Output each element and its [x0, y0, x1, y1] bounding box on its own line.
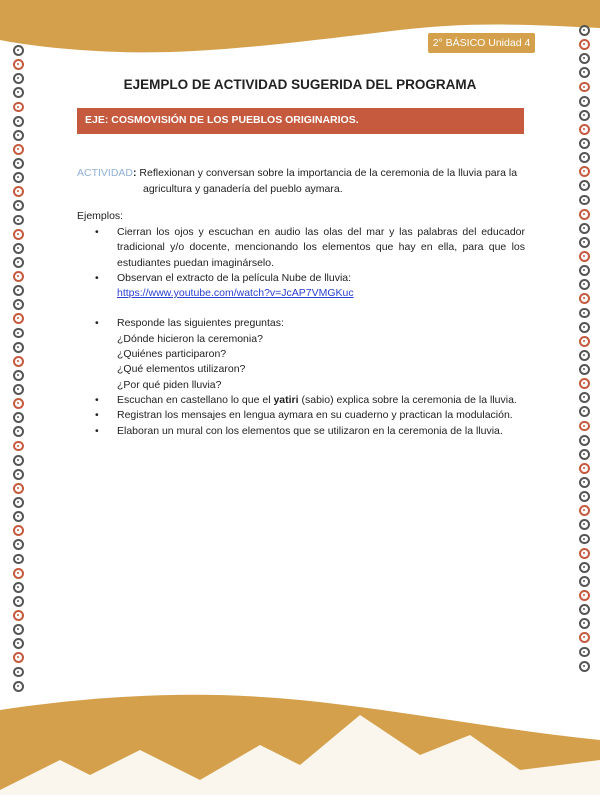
ornament-ring-icon [579, 618, 590, 629]
list-item-text: Escuchan en castellano lo que el [117, 393, 274, 406]
ornament-ring-icon [579, 124, 590, 135]
ornament-ring-icon [579, 308, 590, 319]
ornament-ring-icon [579, 322, 590, 333]
ornament-ring-icon [13, 539, 24, 550]
ornament-ring-icon [13, 102, 24, 113]
ornament-ring-icon [579, 632, 590, 643]
ornament-ring-icon [13, 215, 24, 226]
ornament-ring-icon [579, 152, 590, 163]
ornament-ring-icon [13, 257, 24, 268]
ornament-ring-icon [579, 421, 590, 432]
ornament-ring-icon [579, 293, 590, 304]
ornament-ring-icon [13, 116, 24, 127]
ornament-ring-icon [13, 525, 24, 536]
question: ¿Dónde hicieron la ceremonia? [117, 332, 263, 345]
question: ¿Por qué piden lluvia? [117, 378, 222, 391]
ornament-ring-icon [579, 604, 590, 615]
ornament-ring-icon [579, 96, 590, 107]
ornament-ring-icon [13, 144, 24, 155]
ornament-ring-icon [579, 195, 590, 206]
ornament-ring-icon [579, 279, 590, 290]
youtube-link[interactable]: https://www.youtube.com/watch?v=JcAP7VMGKuc [117, 287, 354, 300]
ornament-ring-icon [579, 463, 590, 474]
ornament-ring-icon [13, 455, 24, 466]
activity-line2: agricultura y ganadería del pueblo aymara. [143, 182, 343, 195]
ornament-ring-icon [13, 624, 24, 635]
ornament-ring-icon [13, 667, 24, 678]
list-item [117, 316, 525, 392]
ornament-ring-icon [13, 172, 24, 183]
ornament-ring-icon [579, 209, 590, 220]
ornament-ring-icon [579, 576, 590, 587]
ornament-ring-icon [579, 491, 590, 502]
ornament-ring-icon [579, 251, 590, 262]
landscape-footer-illustration [0, 690, 600, 800]
ornament-ring-icon [13, 299, 24, 310]
ornament-ring-icon [13, 652, 24, 663]
ornament-ring-icon [13, 426, 24, 437]
ornament-ring-icon [13, 186, 24, 197]
ornament-ring-icon [579, 534, 590, 545]
activity-description [77, 166, 524, 197]
ornament-ring-icon [13, 271, 24, 282]
ornament-ring-icon [13, 638, 24, 649]
list-item-text: (sabio) explica sobre la ceremonia de la lluvia. [298, 393, 517, 406]
ornament-ring-icon [13, 356, 24, 367]
ornament-ring-icon [579, 477, 590, 488]
eje-banner: EJE: COSMOVISIÓN DE LOS PUEBLOS ORIGINARIOS. [77, 108, 524, 134]
left-ornament-border [11, 45, 25, 695]
ornament-ring-icon [13, 483, 24, 494]
list-item [117, 271, 525, 302]
list-item-text: Observan el extracto de la película Nube de lluvia: [117, 271, 352, 284]
spacer [117, 301, 525, 316]
ornament-ring-icon [579, 138, 590, 149]
ornament-ring-icon [579, 166, 590, 177]
ornament-ring-icon [13, 243, 24, 254]
ornament-ring-icon [579, 180, 590, 191]
ornament-ring-icon [13, 412, 24, 423]
ornament-ring-icon [579, 364, 590, 375]
ornament-ring-icon [579, 350, 590, 361]
ornament-ring-icon [13, 497, 24, 508]
grade-unit-badge: 2° BÁSICO Unidad 4 [428, 33, 535, 53]
ornament-ring-icon [579, 435, 590, 446]
ornament-ring-icon [579, 53, 590, 64]
ornament-ring-icon [579, 378, 590, 389]
ornament-ring-icon [579, 336, 590, 347]
ornament-ring-icon [579, 449, 590, 460]
ornament-ring-icon [13, 328, 24, 339]
ornament-ring-icon [579, 548, 590, 559]
ornament-ring-icon [579, 237, 590, 248]
ornament-ring-icon [13, 229, 24, 240]
ornament-ring-icon [579, 39, 590, 50]
list-item-text: Responde las siguientes preguntas: [117, 317, 284, 330]
right-ornament-border [577, 25, 591, 675]
ornament-ring-icon [579, 392, 590, 403]
ornament-ring-icon [13, 582, 24, 593]
ornament-ring-icon [579, 406, 590, 417]
ornament-ring-icon [13, 568, 24, 579]
ornament-ring-icon [579, 25, 590, 36]
question: ¿Qué elementos utilizaron? [117, 363, 246, 376]
list-item: • Elaboran un mural con los elementos que se utilizaron en la ceremonia de la lluvia. [117, 424, 525, 439]
ornament-ring-icon [13, 398, 24, 409]
ornament-ring-icon [13, 370, 24, 381]
ornament-ring-icon [579, 505, 590, 516]
ornament-ring-icon [13, 200, 24, 211]
activity-colon: : [133, 167, 137, 179]
ornament-ring-icon [13, 554, 24, 565]
ornament-ring-icon [13, 59, 24, 70]
activity-line1: Reflexionan y conversan sobre la importancia de la ceremonia de la lluvia para la [136, 167, 518, 179]
list-item [117, 393, 525, 408]
ornament-ring-icon [579, 265, 590, 276]
ornament-ring-icon [13, 158, 24, 169]
ornament-ring-icon [579, 110, 590, 121]
question: ¿Quiénes participaron? [117, 348, 227, 361]
ornament-ring-icon [13, 469, 24, 480]
page-title: EJEMPLO DE ACTIVIDAD SUGERIDA DEL PROGRAMA [123, 77, 477, 92]
ornament-ring-icon [579, 647, 590, 658]
ornament-ring-icon [13, 610, 24, 621]
ornament-ring-icon [13, 285, 24, 296]
examples-list [117, 225, 525, 439]
ornament-ring-icon [13, 596, 24, 607]
ornament-ring-icon [13, 45, 24, 56]
ornament-ring-icon [579, 562, 590, 573]
activity-label: ACTIVIDAD [77, 167, 134, 179]
examples-label: Ejemplos: [77, 210, 124, 222]
ornament-ring-icon [579, 590, 590, 601]
ornament-ring-icon [13, 511, 24, 522]
ornament-ring-icon [579, 661, 590, 672]
list-item: • Cierran los ojos y escuchan en audio las olas del mar y las palabras del educador tradicional y/o docente, mencionando los elementos que hay en ella, para que los estudiantes puedan imaginárselo. [117, 225, 525, 271]
ornament-ring-icon [13, 130, 24, 141]
list-item: • Registran los mensajes en lengua aymara en su cuaderno y practican la modulación. [117, 408, 525, 423]
ornament-ring-icon [579, 519, 590, 530]
ornament-ring-icon [13, 384, 24, 395]
ornament-ring-icon [13, 441, 24, 452]
ornament-ring-icon [579, 223, 590, 234]
ornament-ring-icon [13, 313, 24, 324]
yatiri-term: yatiri [273, 393, 299, 406]
ornament-ring-icon [13, 342, 24, 353]
